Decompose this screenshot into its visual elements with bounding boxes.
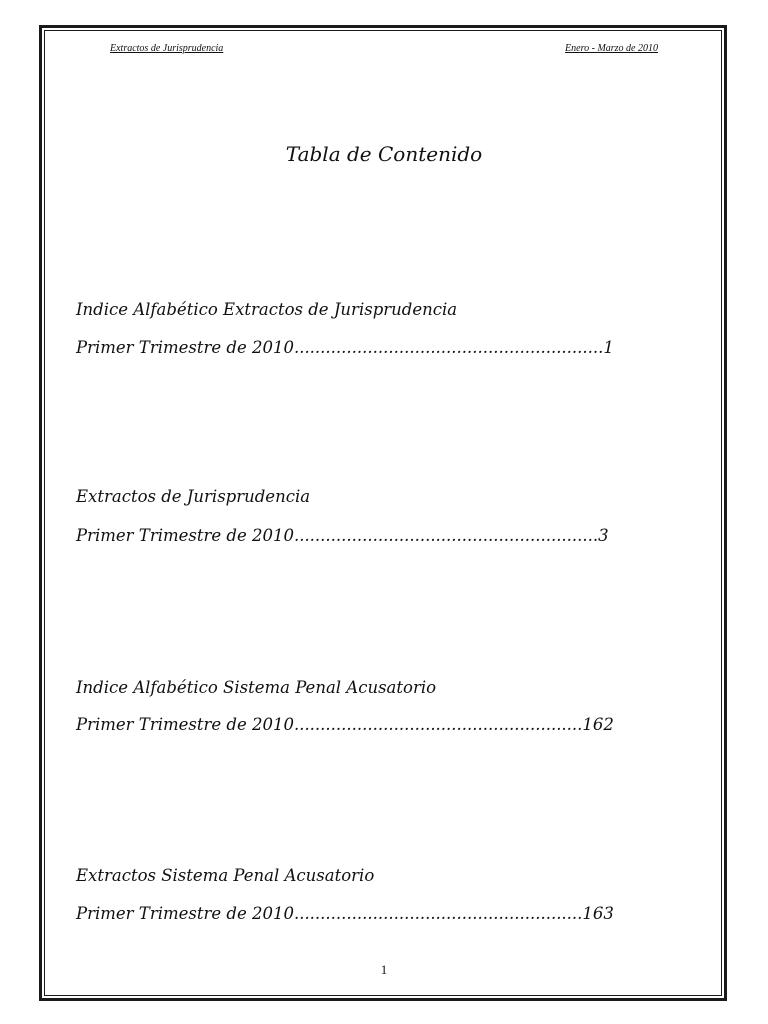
toc-entry-4-line: Primer Trimestre de 2010.......................................................163	[76, 904, 614, 923]
header-period: Enero - Marzo de 2010	[565, 43, 658, 54]
page-number: 1	[380, 962, 388, 977]
toc-entry-1-line: Primer Trimestre de 2010...........................................................1	[76, 338, 614, 357]
toc-entry-2-line: Primer Trimestre de 2010..........................................................3	[76, 526, 609, 545]
toc-entry-3-line: Primer Trimestre de 2010.......................................................162	[76, 715, 614, 734]
page-border-inner	[44, 30, 722, 996]
page-title: Tabla de Contenido	[285, 142, 483, 166]
toc-entry-4-heading: Extractos Sistema Penal Acusatorio	[76, 866, 375, 885]
toc-entry-3-heading: Indice Alfabético Sistema Penal Acusatorio	[76, 678, 437, 697]
header-publication-title: Extractos de Jurisprudencia	[110, 43, 224, 54]
toc-entry-2-heading: Extractos de Jurisprudencia	[76, 487, 311, 506]
toc-entry-1-heading: Indice Alfabético Extractos de Jurisprudencia	[76, 300, 458, 319]
